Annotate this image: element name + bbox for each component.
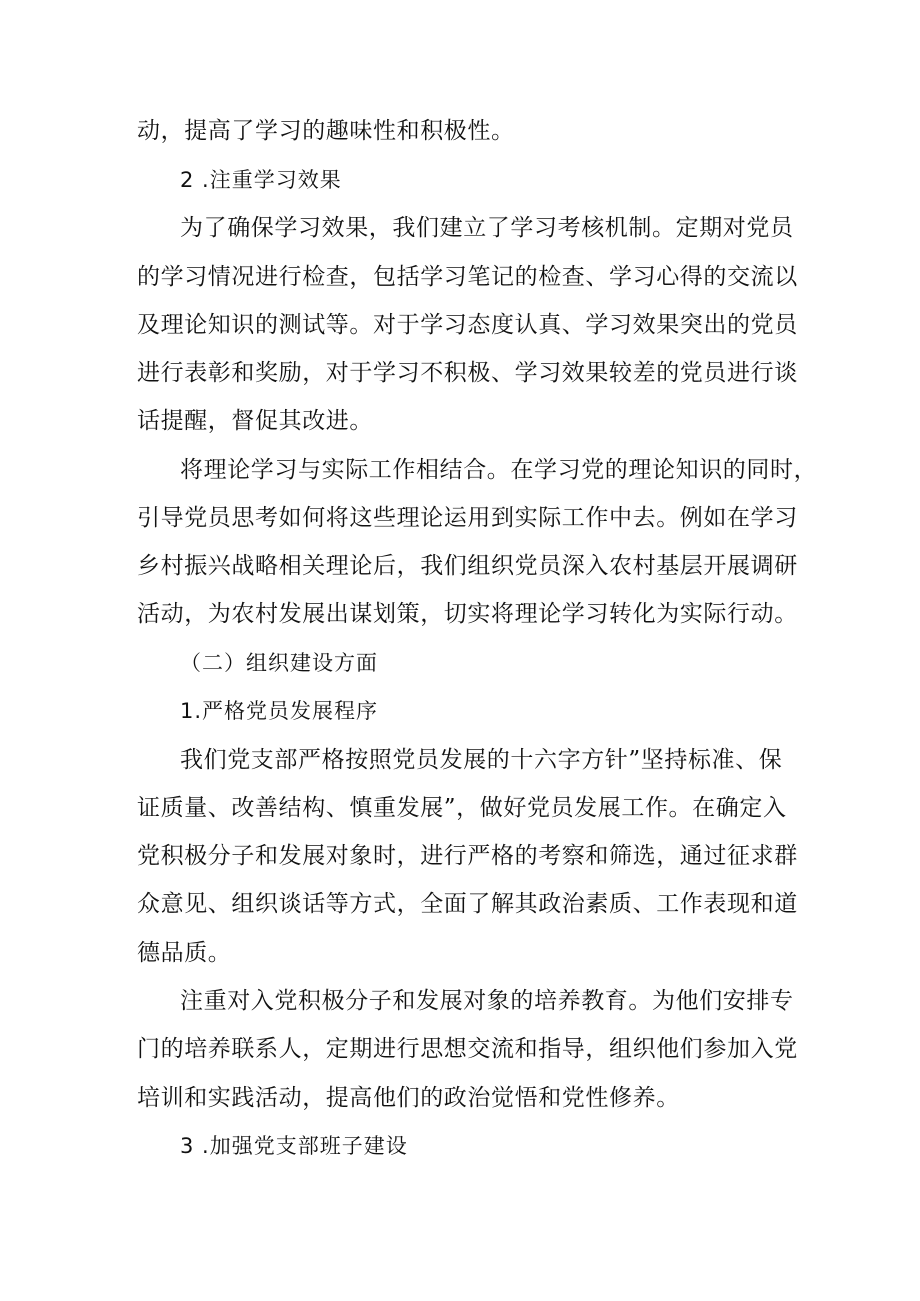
paragraph-line: 活动，为农村发展出谋划策，切实将理论学习转化为实际行动。 bbox=[137, 601, 798, 627]
paragraph-line: 众意见、组织谈话等方式，全面了解其政治素质、工作表现和道 bbox=[137, 891, 798, 917]
paragraph-line: 党积极分子和发展对象时，进行严格的考察和筛选，通过征求群 bbox=[137, 843, 798, 869]
paragraph-line: 将理论学习与实际工作相结合。在学习党的理论知识的同时， bbox=[180, 457, 818, 483]
paragraph-line: 证质量、改善结构、慎重发展”，做好党员发展工作。在确定入 bbox=[137, 795, 787, 821]
paragraph-line: 培训和实践活动，提高他们的政治觉悟和党性修养。 bbox=[137, 1085, 680, 1111]
paragraph-line: 德品质。 bbox=[137, 940, 232, 966]
section-heading: （二）组织建设方面 bbox=[180, 651, 378, 675]
paragraph-line: 为了确保学习效果，我们建立了学习考核机制。定期对党员 bbox=[180, 215, 794, 241]
paragraph-line: 进行表彰和奖励，对于学习不积极、学习效果较差的党员进行谈 bbox=[137, 360, 798, 386]
paragraph-line: 的学习情况进行检查，包括学习笔记的检查、学习心得的交流以 bbox=[137, 264, 798, 290]
paragraph-line: 及理论知识的测试等。对于学习态度认真、学习效果突出的党员 bbox=[137, 312, 798, 338]
paragraph-line: 门的培养联系人，定期进行思想交流和指导，组织他们参加入党 bbox=[137, 1036, 798, 1062]
paragraph-line: 引导党员思考如何将这些理论运用到实际工作中去。例如在学习 bbox=[137, 505, 798, 531]
section-heading: 1.严格党员发展程序 bbox=[180, 699, 379, 723]
section-heading: 3 .加强党支部班子建设 bbox=[180, 1134, 408, 1158]
paragraph-line: 乡村振兴战略相关理论后，我们组织党员深入农村基层开展调研 bbox=[137, 553, 798, 579]
paragraph-line: 注重对入党积极分子和发展对象的培养教育。为他们安排专 bbox=[180, 988, 794, 1014]
paragraph-line: 动，提高了学习的趣味性和积极性。 bbox=[137, 118, 515, 144]
paragraph-line: 我们党支部严格按照党员发展的十六字方针”坚持标准、保 bbox=[180, 747, 783, 773]
paragraph-line: 话提醒，督促其改进。 bbox=[137, 408, 373, 434]
section-heading: 2 .注重学习效果 bbox=[180, 168, 342, 192]
